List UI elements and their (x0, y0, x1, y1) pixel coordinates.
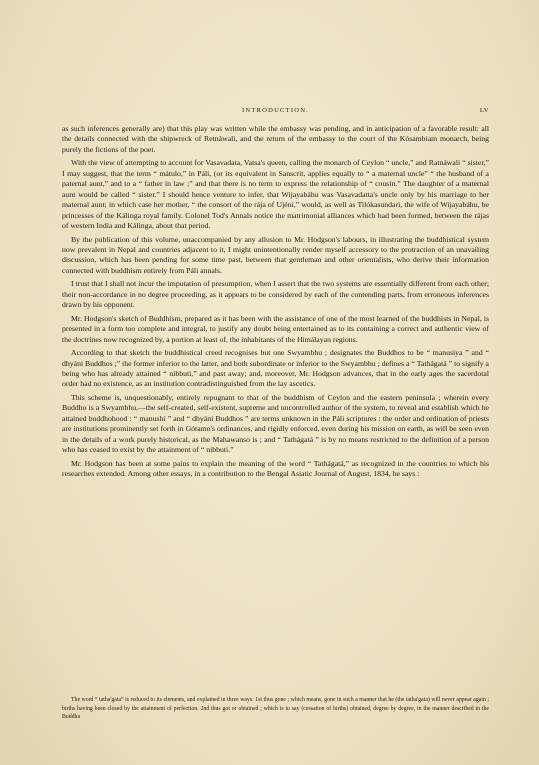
paragraph-4: I trust that I shall not incur the imputation of presumption, when I assert that the two systems are essentially different from each other; their non-accordance in no degree proceeding, as it appears to be considered by each of the contending parts, from erroneous inferences drawn by his opponent. (62, 279, 489, 310)
paragraph-1: as such inferences generally are) that this play was written while the embassy was pending, and in anticipation of a favorable result: all the details connected with the shipwreck of Retnáwali, and the return of the embassy to the court of the Kósambiam monarch, being purely the fictions of the poet. (62, 124, 489, 154)
paragraph-3: By the publication of this volume, unaccompanied by any allusion to Mr. Hodgson's labours, in illustrating the buddhistical system now prevalent in Nepal and countries adjacent to it, I might unintentionally render myself accessory to the protraction of an unavailing discussion, which has been pending for some time past, between that gentleman and other orientalists, who derive their information connected with buddhism entirely from Páli annals. (62, 234, 489, 275)
footnote-text: The word “ tatha'gata” is reduced to its elements, and explained in three ways: 1st thus gone ; which means, gone in such a manner that he (the tatha'gata) will never appear again ; births having been closed by the attainment of perfection. 2nd thus got or obtained ; which is to say (cessation of births) obtained, degree by degree, in the manner described in the Buddha (62, 697, 489, 721)
page-number: LV (479, 107, 489, 114)
running-title: INTRODUCTION. (241, 107, 310, 114)
paragraph-2: With the view of attempting to account for Vasavadata, Vatsa's queen, calling the monarch of Ceylon “ uncle,” and Ratnáwali “ sister,” I may suggest, that the term “ mátulo,” in Páli, (or its equivalent in Sanscrit, applies equally to “ a maternal uncle” “ the husband of a paternal aunt,” and to a “ father in law ;” and that there is no term to express the relationship of “ cousin.” The daughter of a maternal aunt would be called “ sister.” I should hence venture to infer, that Wijayabáhu was Vasavadatta's uncle only by his marriage to her maternal aunt; in which case her mother, “ the consort of the rája of Ujéni,” would, as well as Tilókasundari, the wife of Wijayabáhu, be princesses of the Kálinga royal family. Colonel Tod's Annals notice the matrimonial alliances which had been formed, between the rájas of western India and Kálinga, about that period. (62, 158, 489, 231)
body-text (62, 124, 489, 480)
running-header (62, 107, 489, 119)
paragraph-7: This scheme is, unquestionably, entirely repugnant to that of the buddhism of Ceylon and the eastern peninsula ; wherein every Buddho is a Swyambhu,—the self-created, self-existent, supreme and uncontrolled author of the system, to reveal and establish which he attained buddhohood : “ manushi ” and “ dhyáni Buddhos ” are terms unknown in the Páli scriptures : the order and ordination of priests are institutions prominently set forth in Gótamo's ordinances, and rigidly enforced, even during his mission on earth, as will be seen even in the details of a work purely historical, as the Mahawanso is ; and “ Tathágatá ” is by no means restricted to the definition of a person who has ceased to exist by the attainment of “ nibbuti.” (62, 392, 489, 455)
paragraph-5: Mr. Hodgson's sketch of Buddhism, prepared as it has been with the assistance of one of the most learned of the buddhists in Nepal, is presented in a form too complete and integral, to justify any doubt being entertained as to its containing a correct and authentic view of the doctrines now recognized by, a portion at least of, the inhabitants of the Himálayan regions. (62, 313, 489, 344)
paragraph-6: According to that sketch the buddhistical creed recognises but one Swyambhu ; designates the Buddhos to be “ manusiya ” and “ dhyáni Buddhos ;” the former inferior to the latter, and both subordinate or inferior to the Swyambhu ; defines a “ Tathágatá ” to signify a being who has already attained “ nibbuti,” and past away; and, moreover, Mr. Hodgson advances, that in the early ages the sacerdotal order had no existence, as an institution contradistinguished from the lay ascetics. (62, 348, 489, 389)
paragraph-8: Mr. Hodgson has been at some pains to explain the meaning of the word “ Tathágatá,” as recognized in the countries to which his researches extended. Among other essays, in a contribution to the Bengal Asiatic Journal of August, 1834, he says : (62, 458, 489, 479)
footnote (62, 696, 489, 722)
